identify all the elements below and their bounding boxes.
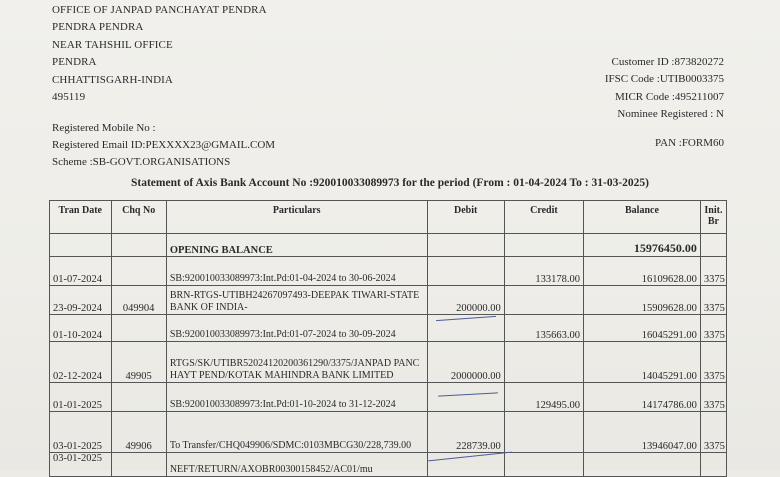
particulars: BRN-RTGS-UTIBH24267097493-DEEPAK TIWARI-STATE BANK OF INDIA- [166, 286, 427, 315]
customer-id: Customer ID :873820272 [611, 56, 724, 68]
chq-no [111, 383, 166, 412]
balance: 15909628.00 [584, 286, 701, 315]
address-line: 495119 [52, 91, 86, 104]
tran-date: 01-10-2024 [50, 315, 112, 342]
table-row [50, 257, 727, 286]
micr-code: MICR Code :495211007 [615, 90, 724, 103]
debit [427, 383, 504, 412]
header-init-br: Init. Br [700, 201, 726, 234]
opening-balance-label: OPENING BALANCE [166, 234, 427, 257]
chq-no: 49905 [111, 342, 166, 383]
init-br: 3375 [700, 412, 726, 453]
credit: 129495.00 [504, 383, 583, 412]
table-row [50, 412, 727, 453]
address-line: NEAR TAHSHIL OFFICE [52, 38, 173, 51]
debit: 200000.00 [427, 286, 504, 315]
opening-balance-row [50, 234, 727, 257]
balance [584, 453, 701, 477]
header-chq-no: Chq No [111, 201, 166, 234]
credit [504, 286, 583, 315]
tran-date: 03-01-2025 [50, 412, 112, 453]
credit [504, 412, 583, 453]
particulars: SB:920010033089973:Int.Pd:01-04-2024 to 30-06-2024 [166, 257, 427, 286]
nominee-registered: Nominee Registered : N [617, 108, 724, 121]
chq-no: 49906 [111, 412, 166, 453]
address-line: CHHATTISGARH-INDIA [52, 73, 173, 86]
table-row [50, 342, 727, 383]
ifsc-code: IFSC Code :UTIB0003375 [604, 73, 724, 86]
init-br: 3375 [700, 383, 726, 412]
registration-block [52, 120, 275, 171]
address-block [52, 2, 267, 106]
statement-title: Statement of Axis Bank Account No :920010033089973 for the period (From : 01-04-2024 To : 31-03-2025) [130, 177, 649, 189]
registered-mobile: Registered Mobile No : [52, 122, 156, 134]
scheme: Scheme :SB-GOVT.ORGANISATIONS [52, 156, 231, 168]
table-row [50, 315, 727, 342]
tran-date: 23-09-2024 [50, 286, 112, 315]
init-br: 3375 [700, 342, 726, 383]
balance: 13946047.00 [584, 412, 701, 453]
pan-number: PAN :FORM60 [655, 137, 724, 149]
address-line: PENDRA [52, 56, 97, 69]
credit: 135663.00 [504, 315, 583, 342]
particulars: RTGS/SK/UTIBR52024120200361290/3375/JANPAD PANCHAYT PEND/KOTAK MAHINDRA BANK LIMITED [166, 342, 427, 383]
particulars: SB:920010033089973:Int.Pd:01-07-2024 to 30-09-2024 [166, 315, 427, 342]
opening-balance-value: 15976450.00 [584, 234, 701, 257]
header-tran-date: Tran Date [50, 201, 112, 234]
balance: 14045291.00 [584, 342, 701, 383]
particulars: To Transfer/CHQ049906/SDMC:0103MBCG30/228,739.00 [166, 412, 427, 453]
tran-date: 01-01-2025 [50, 383, 112, 412]
debit [427, 257, 504, 286]
balance: 16045291.00 [584, 315, 701, 342]
chq-no: 049904 [111, 286, 166, 315]
tran-date: 02-12-2024 [50, 342, 112, 383]
chq-no [111, 257, 166, 286]
balance: 14174786.00 [584, 383, 701, 412]
table-row [50, 383, 727, 412]
transactions-table [49, 200, 727, 477]
credit [504, 453, 583, 477]
debit: 228739.00 [427, 412, 504, 453]
account-info-block [605, 54, 724, 124]
particulars: NEFT/RETURN/AXOBR00300158452/AC01/mu [166, 453, 427, 477]
credit [504, 342, 583, 383]
init-br [700, 453, 726, 477]
balance: 16109628.00 [584, 257, 701, 286]
header-balance: Balance [584, 201, 701, 234]
tran-date: 03-01-2025 [50, 453, 112, 477]
credit: 133178.00 [504, 257, 583, 286]
table-row [50, 453, 727, 477]
header-credit: Credit [504, 201, 583, 234]
init-br: 3375 [700, 257, 726, 286]
table-row [50, 286, 727, 315]
debit: 2000000.00 [427, 342, 504, 383]
registered-email: Registered Email ID:PEXXXX23@GMAIL.COM [52, 139, 276, 151]
particulars: SB:920010033089973:Int.Pd:01-10-2024 to 31-12-2024 [166, 383, 427, 412]
table-header-row [50, 201, 727, 234]
tran-date: 01-07-2024 [50, 257, 112, 286]
header-debit: Debit [427, 201, 504, 234]
address-line: OFFICE OF JANPAD PANCHAYAT PENDRA [52, 4, 267, 16]
header-particulars: Particulars [166, 201, 427, 234]
init-br: 3375 [700, 286, 726, 315]
address-line: PENDRA PENDRA [52, 21, 144, 34]
chq-no [111, 315, 166, 342]
chq-no [111, 453, 166, 477]
init-br: 3375 [700, 315, 726, 342]
